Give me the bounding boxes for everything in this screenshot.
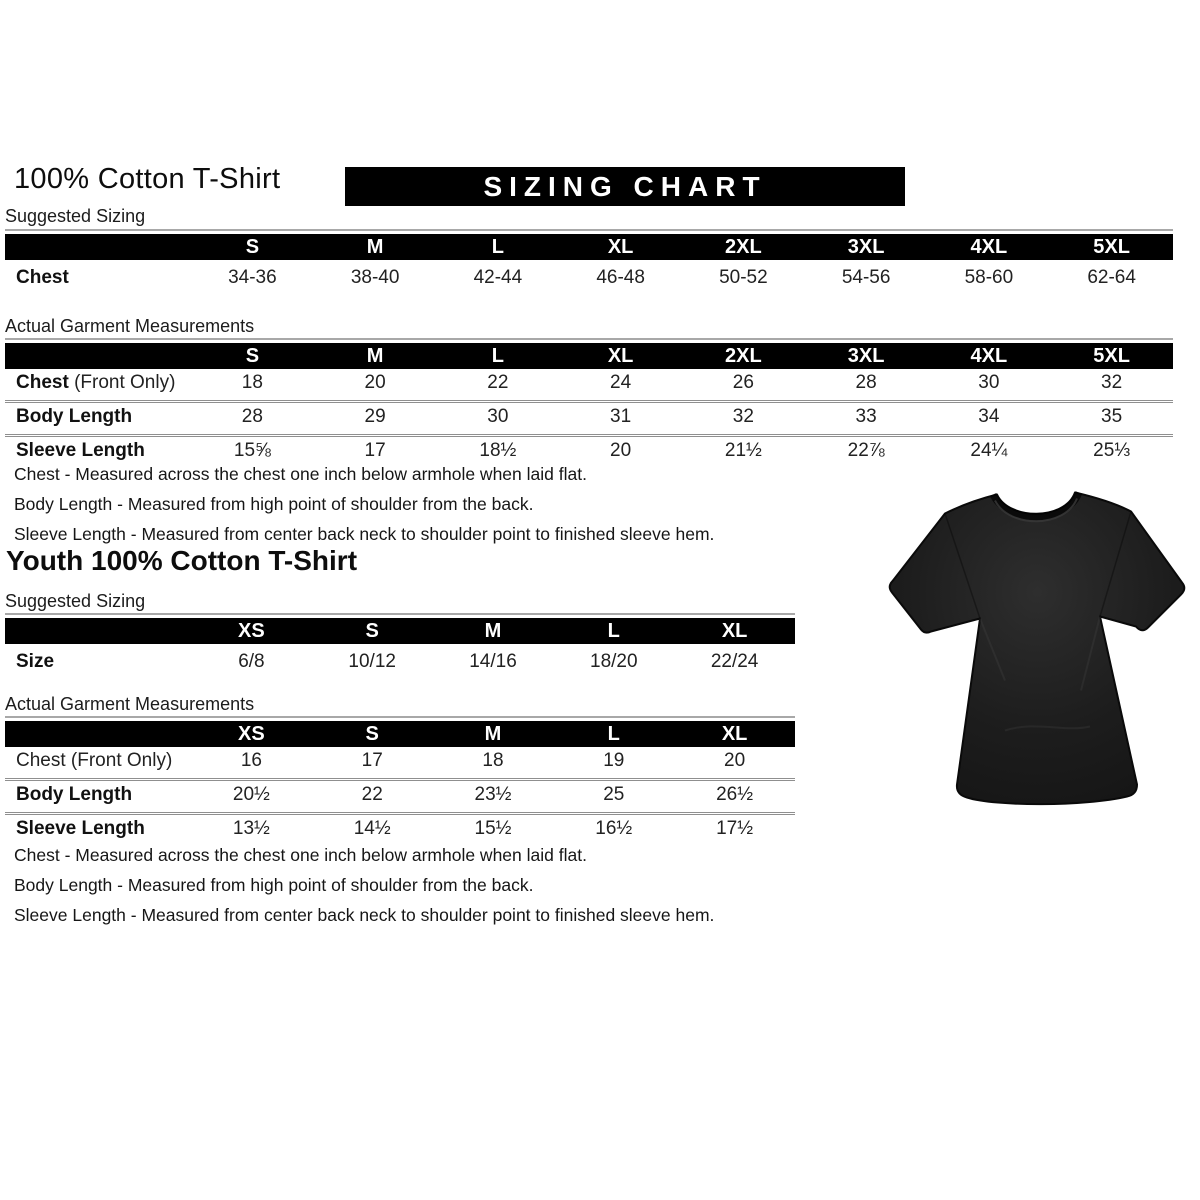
- table-row: [5, 260, 1173, 300]
- measurement-cell: 38-40: [350, 267, 400, 288]
- corner-cell: [5, 618, 191, 644]
- measurement-cell: 28: [855, 372, 877, 393]
- adult-suggested-sizing-table-wrap: [5, 229, 1173, 300]
- sizing-chart-banner: SIZING CHART: [345, 167, 905, 206]
- header-row: [5, 721, 795, 747]
- header-row: [5, 618, 795, 644]
- page-title: 100% Cotton T-Shirt: [14, 163, 281, 195]
- measurement-note: Chest - Measured across the chest one inch below armhole when laid flat.: [14, 845, 587, 865]
- table-top-rule: [5, 613, 795, 615]
- adult-suggested-sizing-label: Suggested Sizing: [5, 206, 146, 226]
- measurement-cell: 16: [240, 750, 262, 771]
- measurement-cell: 32: [1101, 372, 1123, 393]
- header-row: [5, 234, 1173, 260]
- measurement-note: Body Length - Measured from high point of shoulder from the back.: [14, 494, 534, 514]
- measurement-cell: 22/24: [710, 651, 759, 672]
- measurement-cell: 22: [361, 784, 383, 805]
- youth-suggested-sizing-label: Suggested Sizing: [5, 591, 146, 611]
- size-column-header-m: M: [314, 234, 437, 260]
- measurement-cell: 24: [610, 372, 632, 393]
- table-top-rule: [5, 229, 1173, 231]
- size-column-header-xl: XL: [674, 618, 795, 644]
- row-label: Chest (Front Only): [16, 372, 176, 393]
- measurement-cell: 33: [855, 406, 877, 427]
- measurement-cell: 17: [361, 750, 383, 771]
- table-row: [5, 747, 795, 780]
- measurement-cell: 30: [978, 372, 1000, 393]
- table-row: [5, 780, 795, 814]
- measurement-cell: 34: [978, 406, 1000, 427]
- measurement-cell: 20: [610, 440, 632, 461]
- measurement-note: Sleeve Length - Measured from center back neck to shoulder point to finished sleeve hem.: [14, 524, 715, 544]
- measurement-cell: 18½: [479, 440, 517, 461]
- measurement-cell: 28: [241, 406, 263, 427]
- adult-measurement-notes: [14, 459, 714, 549]
- row-label: Size: [16, 651, 55, 672]
- measurement-cell: 18/20: [590, 651, 638, 672]
- measurement-cell: 13½: [232, 818, 270, 839]
- measurement-cell: 35: [1101, 406, 1123, 427]
- youth-measurement-notes: [14, 840, 714, 930]
- table-top-rule: [5, 716, 795, 718]
- measurement-cell: 20: [724, 750, 746, 771]
- size-column-header-m: M: [433, 618, 554, 644]
- size-column-header-l: L: [437, 234, 560, 260]
- measurement-cell: 22⅞: [847, 440, 885, 461]
- header-row: [5, 343, 1173, 369]
- measurement-cell: 26½: [716, 784, 754, 805]
- measurement-cell: 17½: [716, 818, 754, 839]
- youth-garment-measurements-table-wrap: [5, 716, 795, 846]
- table-row: [5, 402, 1173, 436]
- measurement-cell: 29: [364, 406, 386, 427]
- measurement-cell: 22: [487, 372, 509, 393]
- adult-garment-measurements-table-wrap: [5, 338, 1173, 468]
- measurement-cell: 6/8: [238, 651, 265, 672]
- youth-suggested-sizing-table: [5, 618, 795, 684]
- measurement-cell: 31: [610, 406, 632, 427]
- size-column-header-s: S: [312, 721, 433, 747]
- measurement-cell: 34-36: [228, 267, 277, 288]
- row-label: Chest (Front Only): [16, 750, 173, 771]
- adult-garment-measurements-label: Actual Garment Measurements: [5, 316, 255, 336]
- size-column-header-2xl: 2XL: [682, 343, 805, 369]
- size-column-header-l: L: [553, 618, 674, 644]
- black-tshirt-icon: [885, 478, 1190, 813]
- row-label: Body Length: [16, 406, 133, 427]
- measurement-cell: 23½: [474, 784, 512, 805]
- measurement-cell: 20½: [232, 784, 270, 805]
- size-column-header-s: S: [312, 618, 433, 644]
- youth-garment-measurements-table: [5, 721, 795, 846]
- measurement-cell: 19: [603, 750, 625, 771]
- size-column-header-3xl: 3XL: [805, 343, 928, 369]
- table-row: [5, 369, 1173, 402]
- size-column-header-m: M: [314, 343, 437, 369]
- size-column-header-xs: XS: [191, 721, 312, 747]
- measurement-cell: 42-44: [473, 267, 523, 288]
- measurement-cell: 25⅓: [1093, 440, 1131, 461]
- size-column-header-m: M: [433, 721, 554, 747]
- size-column-header-s: S: [191, 234, 314, 260]
- size-column-header-3xl: 3XL: [805, 234, 928, 260]
- measurement-cell: 20: [364, 372, 386, 393]
- measurement-cell: 62-64: [1087, 267, 1136, 288]
- youth-title: Youth 100% Cotton T-Shirt: [6, 545, 358, 576]
- size-column-header-4xl: 4XL: [928, 234, 1051, 260]
- size-column-header-l: L: [553, 721, 674, 747]
- table-row: [5, 644, 795, 684]
- size-column-header-4xl: 4XL: [928, 343, 1051, 369]
- youth-suggested-sizing-table-wrap: [5, 613, 795, 684]
- tshirt-product-image: [885, 478, 1190, 813]
- size-column-header-xl: XL: [674, 721, 795, 747]
- measurement-cell: 18: [241, 372, 263, 393]
- measurement-cell: 10/12: [348, 651, 396, 672]
- measurement-cell: 50-52: [719, 267, 768, 288]
- measurement-cell: 46-48: [596, 267, 645, 288]
- size-column-header-5xl: 5XL: [1050, 343, 1173, 369]
- corner-cell: [5, 234, 191, 260]
- measurement-cell: 30: [487, 406, 509, 427]
- measurement-cell: 17: [364, 440, 386, 461]
- row-label: Chest: [16, 267, 69, 288]
- measurement-cell: 26: [732, 372, 754, 393]
- row-label: Sleeve Length: [16, 440, 145, 461]
- measurement-cell: 24¼: [970, 440, 1008, 461]
- size-column-header-2xl: 2XL: [682, 234, 805, 260]
- adult-suggested-sizing-table: [5, 234, 1173, 300]
- table-top-rule: [5, 338, 1173, 340]
- row-label: Body Length: [16, 784, 133, 805]
- measurement-cell: 15⅝: [233, 440, 271, 461]
- measurement-cell: 14/16: [469, 651, 517, 672]
- measurement-cell: 58-60: [964, 267, 1014, 288]
- size-column-header-xl: XL: [559, 234, 682, 260]
- measurement-cell: 14½: [353, 818, 391, 839]
- measurement-cell: 18: [482, 750, 504, 771]
- size-column-header-xs: XS: [191, 618, 312, 644]
- adult-garment-measurements-table: [5, 343, 1173, 468]
- size-column-header-s: S: [191, 343, 314, 369]
- measurement-cell: 32: [732, 406, 754, 427]
- measurement-cell: 16½: [595, 818, 633, 839]
- youth-garment-measurements-label: Actual Garment Measurements: [5, 694, 255, 714]
- measurement-note: Body Length - Measured from high point of shoulder from the back.: [14, 875, 534, 895]
- measurement-cell: 15½: [474, 818, 512, 839]
- measurement-cell: 54-56: [841, 267, 891, 288]
- size-column-header-5xl: 5XL: [1050, 234, 1173, 260]
- row-label: Sleeve Length: [16, 818, 145, 839]
- measurement-cell: 25: [603, 784, 625, 805]
- corner-cell: [5, 721, 191, 747]
- measurement-note: Sleeve Length - Measured from center back neck to shoulder point to finished sleeve hem.: [14, 905, 715, 925]
- corner-cell: [5, 343, 191, 369]
- measurement-cell: 21½: [724, 440, 762, 461]
- measurement-note: Chest - Measured across the chest one inch below armhole when laid flat.: [14, 464, 587, 484]
- size-column-header-xl: XL: [559, 343, 682, 369]
- size-column-header-l: L: [437, 343, 560, 369]
